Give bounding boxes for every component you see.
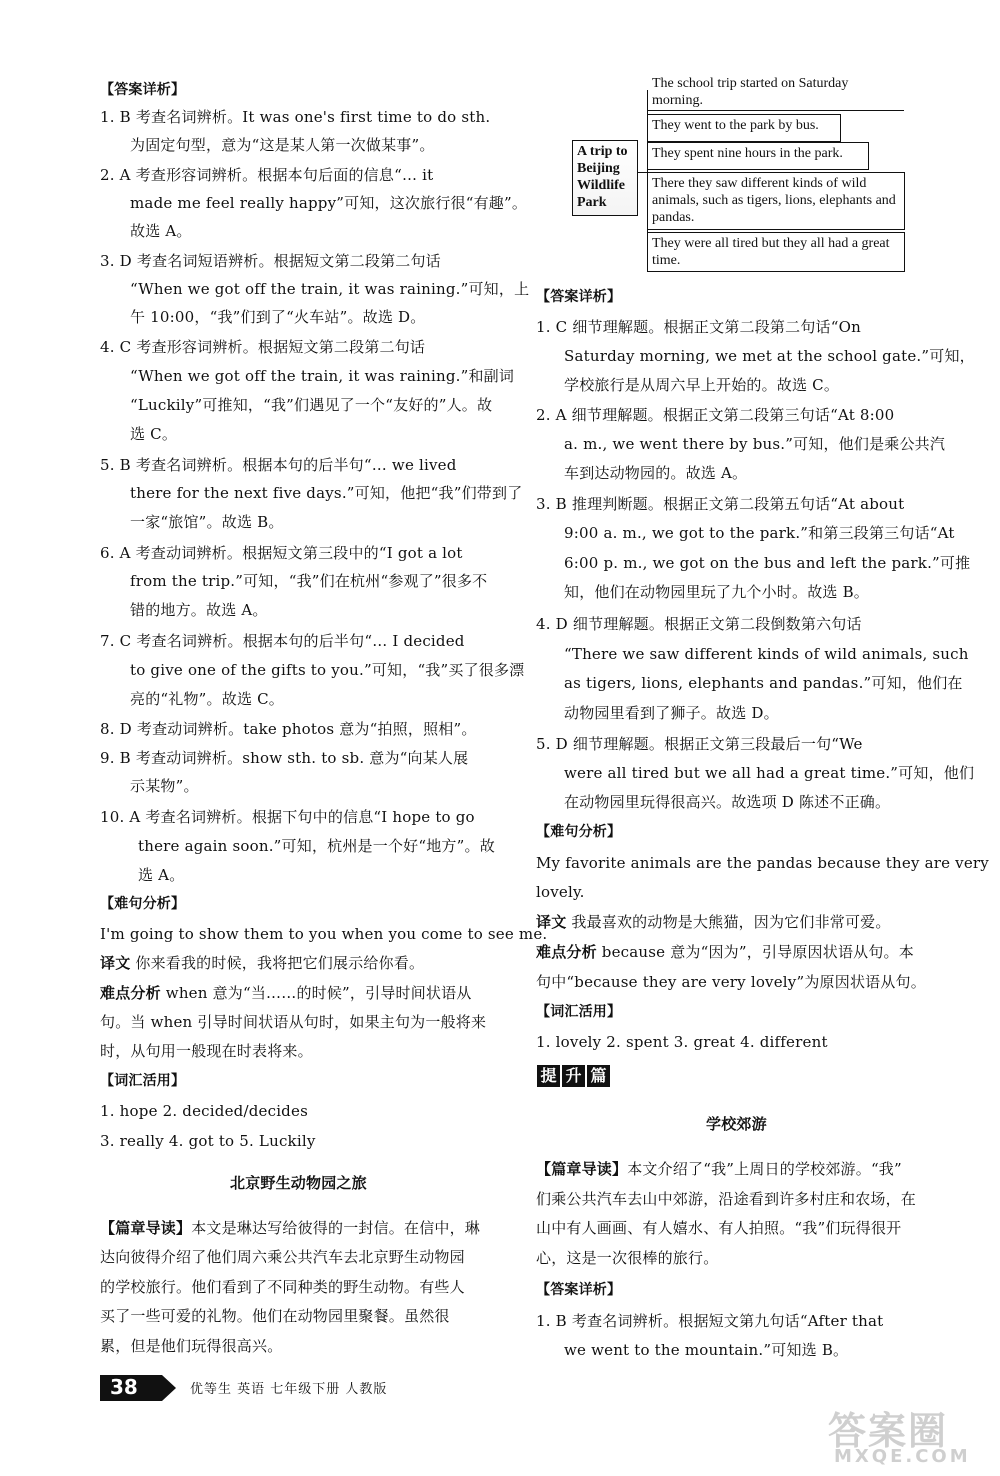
diagram-node-2: They went to the park by bus. [647, 114, 841, 142]
left-text-line: 一家“旅馆”。故选 B。 [130, 513, 284, 531]
diagram-node-5: They were all tired but they all had a great time. [647, 232, 905, 272]
badge-char: 篇 [587, 1065, 610, 1087]
right-text-line: 9:00 a. m., we got to the park.”和第三段第三句话“At [564, 524, 955, 542]
right-text-line: 【篇章导读】本文介绍了“我”上周日的学校郊游。“我” [536, 1160, 902, 1178]
left-text-line: 3. really 4. got to 5. Luckily [100, 1132, 316, 1150]
left-text-line: 亮的“礼物”。故选 C。 [130, 690, 284, 708]
right-text-line: 【答案详析】 [536, 1282, 622, 1298]
left-text-line: from the trip.”可知，“我”们在杭州“参观了”很多不 [130, 572, 488, 590]
right-text-line: 难点分析 because 意为“因为”，引导原因状语从句。本 [536, 943, 914, 961]
right-text-line: were all tired but we all had a great time.”可知，他们 [564, 764, 975, 782]
right-text-line: 知，他们在动物园里玩了九个小时。故选 B。 [564, 583, 869, 601]
left-text-line: 买了一些可爱的礼物。他们在动物园里聚餐。虽然很 [100, 1307, 450, 1325]
left-text-line: “When we got off the train, it was raining.”和副词 [130, 367, 515, 385]
left-text-line: 累，但是他们玩得很高兴。 [100, 1337, 283, 1355]
left-text-line: 【难句分析】 [100, 896, 186, 912]
left-text-line: 【篇章导读】本文是琳达写给彼得的一封信。在信中，琳 [100, 1219, 481, 1237]
left-text-line: 7. C 考查名词辨析。根据本句的后半句“… I decided [100, 632, 465, 650]
left-text-line: 的学校旅行。他们看到了不同种类的野生动物。有些人 [100, 1278, 465, 1296]
left-text-line: to give one of the gifts to you.”可知，“我”买了很多漂 [130, 661, 525, 679]
left-text-line: 难点分析 when 意为“当……的时候”，引导时间状语从 [100, 984, 472, 1002]
left-text-line: 达向彼得介绍了他们周六乘公共汽车去北京野生动物园 [100, 1248, 465, 1266]
diagram-node-3: They spent nine hours in the park. [647, 142, 869, 170]
right-text-line: we went to the mountain.”可知选 B。 [564, 1341, 849, 1359]
right-text-line: 3. B 推理判断题。根据正文第二段第五句话“At about [536, 495, 905, 513]
left-text-line: 2. A 考查形容词辨析。根据本句后面的信息“… it [100, 166, 434, 184]
left-text-line: 为固定句型，意为“这是某人第一次做某事”。 [130, 136, 435, 154]
left-text-line: 午 10:00，“我”们到了“火车站”。故选 D。 [130, 308, 426, 326]
page-number: 38 [110, 1375, 138, 1399]
right-text-line: as tigers, lions, elephants and pandas.”可知，他们在 [564, 674, 963, 692]
right-text-line: 1. C 细节理解题。根据正文第二段第二句话“On [536, 318, 861, 336]
right-text-line: 【词汇活用】 [536, 1004, 622, 1020]
right-text-line: 动物园里看到了狮子。故选 D。 [564, 704, 779, 722]
left-text-line: 选 C。 [130, 425, 178, 443]
right-text-line: 2. A 细节理解题。根据正文第二段第三句话“At 8:00 [536, 406, 895, 424]
badge-char: 提 [537, 1065, 560, 1087]
left-text-line: made me feel really happy”可知，这次旅行很“有趣”。 [130, 194, 528, 212]
left-text-line: 9. B 考查动词辨析。show sth. to sb. 意为“向某人展 [100, 749, 469, 767]
left-text-line: “Luckily”可推知，“我”们遇见了一个“友好的”人。故 [130, 396, 493, 414]
level-badge [537, 1065, 610, 1087]
right-text-line: 6:00 p. m., we got on the bus and left the park.”可推 [564, 554, 971, 572]
right-text-line: 1. lovely 2. spent 3. great 4. different [536, 1033, 828, 1051]
right-text-line: 4. D 细节理解题。根据正文第二段倒数第六句话 [536, 615, 862, 633]
right-text-line: 们乘公共汽车去山中郊游，沿途看到许多村庄和农场，在 [536, 1190, 917, 1208]
right-text-line: Saturday morning, we met at the school gate.”可知， [564, 347, 975, 365]
right-text-line: a. m., we went there by bus.”可知，他们是乘公共汽 [564, 435, 946, 453]
left-text-line: 5. B 考查名词辨析。根据本句的后半句“… we lived [100, 456, 457, 474]
badge-char: 升 [562, 1065, 585, 1087]
right-text-line: 心，这是一次很棒的旅行。 [536, 1249, 719, 1267]
left-text-line: 【答案详析】 [100, 82, 186, 98]
right-text-line: “There we saw different kinds of wild animals, such [564, 645, 969, 663]
left-text-line: there again soon.”可知，杭州是一个好“地方”。故 [138, 837, 495, 855]
left-text-line: 故选 A。 [130, 222, 192, 240]
right-text-line: 学校旅行是从周六早上开始的。故选 C。 [564, 376, 840, 394]
left-text-line: 示某物”。 [130, 777, 199, 795]
right-text-line: lovely. [536, 883, 585, 901]
left-text-line: there for the next five days.”可知，他把“我”们带到了 [130, 484, 523, 502]
right-text-line: 5. D 细节理解题。根据正文第三段最后一句“We [536, 735, 863, 753]
diagram-node-1: The school trip started on Saturday morning. [652, 76, 849, 108]
left-text-line: “When we got off the train, it was raining.”可知，上 [130, 280, 530, 298]
right-text-line: 句中“because they are very lovely”为原因状语从句。 [536, 973, 926, 991]
left-text-line: 错的地方。故选 A。 [130, 601, 268, 619]
right-text-line: 在动物园里玩得很高兴。故选项 D 陈述不正确。 [564, 793, 891, 811]
left-text-line: I'm going to show them to you when you come to see me. [100, 925, 548, 943]
right-text-line: 【答案详析】 [536, 289, 622, 305]
left-text-line: 10. A 考查名词辨析。根据下句中的信息“I hope to go [100, 808, 475, 826]
left-text-line: 句。当 when 引导时间状语从句时，如果主句为一般将来 [100, 1013, 487, 1031]
section-title-outing: 学校郊游 [706, 1115, 767, 1133]
right-text-line: My favorite animals are the pandas because they are very [536, 854, 989, 872]
right-text-line: 车到达动物园的。故选 A。 [564, 464, 748, 482]
diagram-root: A trip to Beijing Wildlife Park [572, 140, 638, 216]
right-text-line: 山中有人画画、有人嬉水、有人拍照。“我”们玩得很开 [536, 1219, 902, 1237]
left-text-line: 时，从句用一般现在时表将来。 [100, 1042, 313, 1060]
left-text-line: 4. C 考查形容词辨析。根据短文第二段第二句话 [100, 338, 426, 356]
right-text-line: 1. B 考查名词辨析。根据短文第九句话“After that [536, 1312, 884, 1330]
left-text-line: 【词汇活用】 [100, 1073, 186, 1089]
watermark: 答案圈 MXQE.COM [828, 1409, 971, 1467]
left-text-line: 8. D 考查动词辨析。take photos 意为“拍照，照相”。 [100, 720, 477, 738]
right-text-line: 【难句分析】 [536, 824, 622, 840]
left-text-line: 3. D 考查名词短语辨析。根据短文第二段第二句话 [100, 252, 441, 270]
left-text-line: 1. B 考查名词辨析。It was one's first time to do sth. [100, 108, 491, 126]
left-text-line: 选 A。 [138, 866, 185, 884]
left-text-line: 1. hope 2. decided/decides [100, 1102, 308, 1120]
left-text-line: 译文 你来看我的时候，我将把它们展示给你看。 [100, 954, 425, 972]
right-text-line: 译文 我最喜欢的动物是大熊猫，因为它们非常可爱。 [536, 913, 891, 931]
footer-text: 优等生 英语 七年级下册 人教版 [190, 1382, 388, 1397]
diagram-node-4: There they saw different kinds of wild animals, such as tigers, lions, elephants and pandas. [647, 172, 905, 230]
left-text-line: 6. A 考查动词辨析。根据短文第三段中的“I got a lot [100, 544, 463, 562]
section-title-beijing: 北京野生动物园之旅 [230, 1174, 367, 1192]
